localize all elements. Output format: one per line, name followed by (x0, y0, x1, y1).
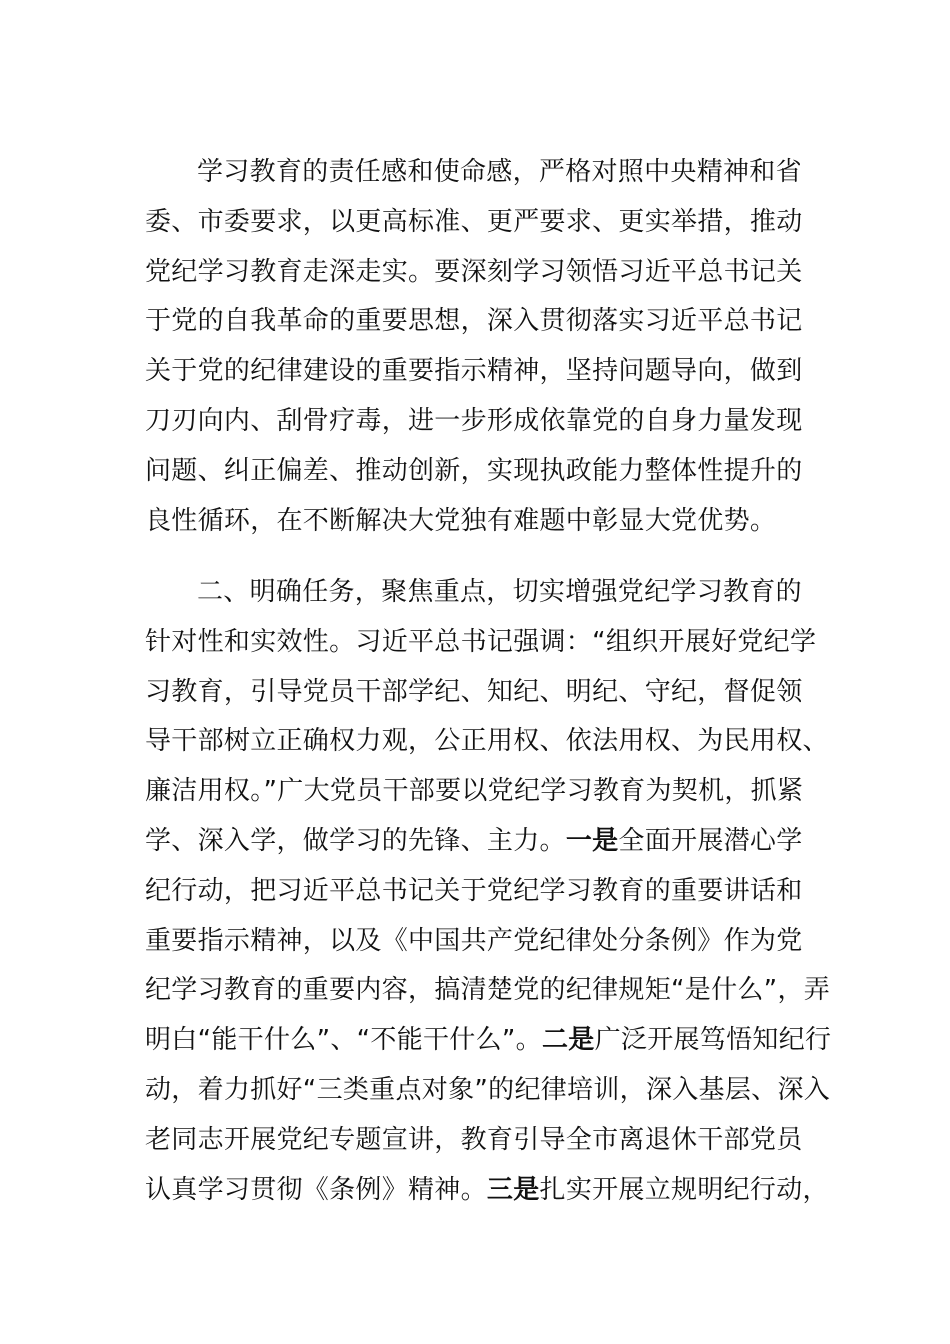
paragraph-line (145, 817, 810, 867)
emphasis-first: 一是 (565, 825, 619, 856)
section-heading-line: 二、明确任务，聚焦重点，切实增强党纪学习教育的 (197, 577, 802, 607)
paragraph-line: 导干部树立正确权力观，公正用权、依法用权、为民用权、 (145, 726, 829, 757)
paragraph-line: 良性循环，在不断解决大党独有难题中彰显大党优势。 (145, 505, 777, 536)
paragraph-line (145, 1166, 829, 1216)
paragraph-line: 廉洁用权。”广大党员干部要以党纪学习教育为契机，抓紧 (145, 776, 804, 807)
paragraph-line: 党纪学习教育走深走实。要深刻学习领悟习近平总书记关 (145, 256, 803, 287)
paragraph-line: 刀刃向内、刮骨疗毒，进一步形成依靠党的自身力量发现 (145, 405, 803, 436)
emphasis-second: 二是 (541, 1025, 595, 1056)
line-text: 扎实开展立规明纪行动， (539, 1174, 829, 1205)
line-text: 认真学习贯彻《条例》精神。 (145, 1174, 487, 1205)
line-text: 广泛开展笃悟知纪行 (594, 1025, 832, 1056)
paragraph-line: 学习教育的责任感和使命感，严格对照中央精神和省 (197, 157, 802, 187)
paragraph-line: 纪学习教育的重要内容，搞清楚党的纪律规矩“是什么”，弄 (145, 975, 831, 1006)
emphasis-third: 三是 (486, 1174, 540, 1205)
paragraph-line: 针对性和实效性。习近平总书记强调：“组织开展好党纪学 (145, 626, 817, 657)
paragraph-line: 动，着力抓好“三类重点对象”的纪律培训，深入基层、深入 (145, 1074, 831, 1105)
paragraph-line: 问题、纠正偏差、推动创新，实现执政能力整体性提升的 (145, 455, 803, 486)
paragraph-line (145, 1016, 832, 1066)
paragraph-line: 老同志开展党纪专题宣讲，教育引导全市离退休干部党员 (145, 1124, 803, 1155)
paragraph-line: 重要指示精神，以及《中国共产党纪律处分条例》作为党 (145, 925, 803, 956)
paragraph-2 (145, 568, 832, 1215)
paragraph-line: 纪行动，把习近平总书记关于党纪学习教育的重要讲话和 (145, 875, 803, 906)
paragraph-line: 于党的自我革命的重要思想，深入贯彻落实习近平总书记 (145, 306, 803, 337)
line-text: 明白“能干什么”、“不能干什么”。 (145, 1025, 542, 1056)
paragraph-line: 委、市委要求，以更高标准、更严要求、更实举措，推动 (145, 206, 803, 237)
line-text: 全面开展潜心学 (618, 825, 803, 856)
paragraph-1 (145, 148, 810, 546)
paragraph-line: 习教育，引导党员干部学纪、知纪、明纪、守纪，督促领 (145, 676, 803, 707)
line-text: 学、深入学，做学习的先锋、主力。 (145, 825, 566, 856)
paragraph-line: 关于党的纪律建设的重要指示精神，坚持问题导向，做到 (145, 356, 803, 387)
